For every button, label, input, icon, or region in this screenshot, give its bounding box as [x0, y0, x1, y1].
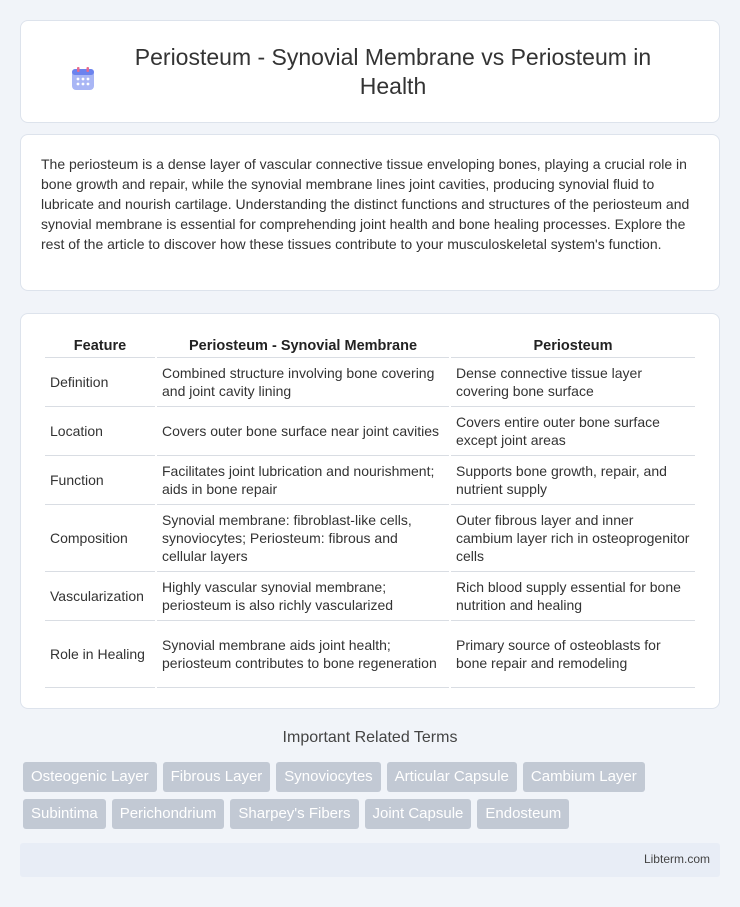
- row-periosteum-cell: Outer fibrous layer and inner cambium layer rich in osteoprogenitor cells: [451, 505, 695, 572]
- row-feature-cell: Role in Healing: [45, 621, 155, 688]
- row-combined-cell: Facilitates joint lubrication and nourishment; aids in bone repair: [157, 456, 449, 505]
- related-term-tag[interactable]: Sharpey's Fibers: [230, 799, 358, 829]
- table-row: [45, 456, 695, 505]
- related-terms-list: [23, 762, 723, 829]
- page-title: Periosteum - Synovial Membrane vs Periosteum in Health: [134, 43, 652, 99]
- related-term-tag[interactable]: Cambium Layer: [523, 762, 645, 792]
- row-periosteum-cell: Covers entire outer bone surface except joint areas: [451, 407, 695, 456]
- related-term-tag[interactable]: Endosteum: [477, 799, 569, 829]
- table-row: [45, 407, 695, 456]
- comparison-table-card: [20, 313, 720, 709]
- row-periosteum-cell: Dense connective tissue layer covering bone surface: [451, 358, 695, 407]
- row-periosteum-cell: Primary source of osteoblasts for bone repair and remodeling: [451, 621, 695, 688]
- intro-card: [20, 134, 720, 291]
- related-term-tag[interactable]: Fibrous Layer: [163, 762, 271, 792]
- footer: [20, 843, 720, 877]
- row-feature-cell: Location: [45, 407, 155, 456]
- related-term-tag[interactable]: Osteogenic Layer: [23, 762, 157, 792]
- related-term-tag[interactable]: Joint Capsule: [365, 799, 472, 829]
- table-row: [45, 505, 695, 572]
- row-periosteum-cell: Supports bone growth, repair, and nutrient supply: [451, 456, 695, 505]
- related-term-tag[interactable]: Synoviocytes: [276, 762, 380, 792]
- intro-paragraph: The periosteum is a dense layer of vascular connective tissue enveloping bones, playing a crucial role in bone growth and repair, while the synovial membrane lines joint cavities, producing synovial fluid to lubricate and nourish cartilage. Understanding the distinct functions and structures of the periosteum and synovial membrane is essential for comprehending joint health and bone healing processes. Explore the rest of the article to discover how these tissues contribute to your musculoskeletal system's function.: [41, 156, 690, 252]
- row-feature-cell: Definition: [45, 358, 155, 407]
- row-combined-cell: Combined structure involving bone covering and joint cavity lining: [157, 358, 449, 407]
- footer-brand-link[interactable]: Libterm.com: [643, 852, 710, 866]
- calendar-icon: [70, 66, 96, 92]
- related-term-tag[interactable]: Perichondrium: [112, 799, 225, 829]
- header-periosteum: Periosteum: [451, 332, 695, 358]
- table-row: [45, 358, 695, 407]
- header-periosteum-synovial: Periosteum - Synovial Membrane: [157, 332, 449, 358]
- row-feature-cell: Function: [45, 456, 155, 505]
- row-feature-cell: Composition: [45, 505, 155, 572]
- row-periosteum-cell: Rich blood supply essential for bone nutrition and healing: [451, 572, 695, 621]
- related-term-tag[interactable]: Subintima: [23, 799, 106, 829]
- related-term-tag[interactable]: Articular Capsule: [387, 762, 517, 792]
- header-feature: Feature: [45, 332, 155, 358]
- row-feature-cell: Vascularization: [45, 572, 155, 621]
- table-row: [45, 621, 695, 688]
- row-combined-cell: Highly vascular synovial membrane; periosteum is also richly vascularized: [157, 572, 449, 621]
- row-combined-cell: Synovial membrane: fibroblast-like cells, synoviocytes; Periosteum: fibrous and cellular layers: [157, 505, 449, 572]
- comparison-table: [43, 332, 697, 688]
- table-header-row: [45, 332, 695, 358]
- row-combined-cell: Synovial membrane aids joint health; periosteum contributes to bone regeneration: [157, 621, 449, 688]
- title-card: [20, 20, 720, 123]
- related-terms-title: Important Related Terms: [282, 729, 458, 746]
- table-row: [45, 572, 695, 621]
- row-combined-cell: Covers outer bone surface near joint cavities: [157, 407, 449, 456]
- title-wrap: [70, 43, 670, 101]
